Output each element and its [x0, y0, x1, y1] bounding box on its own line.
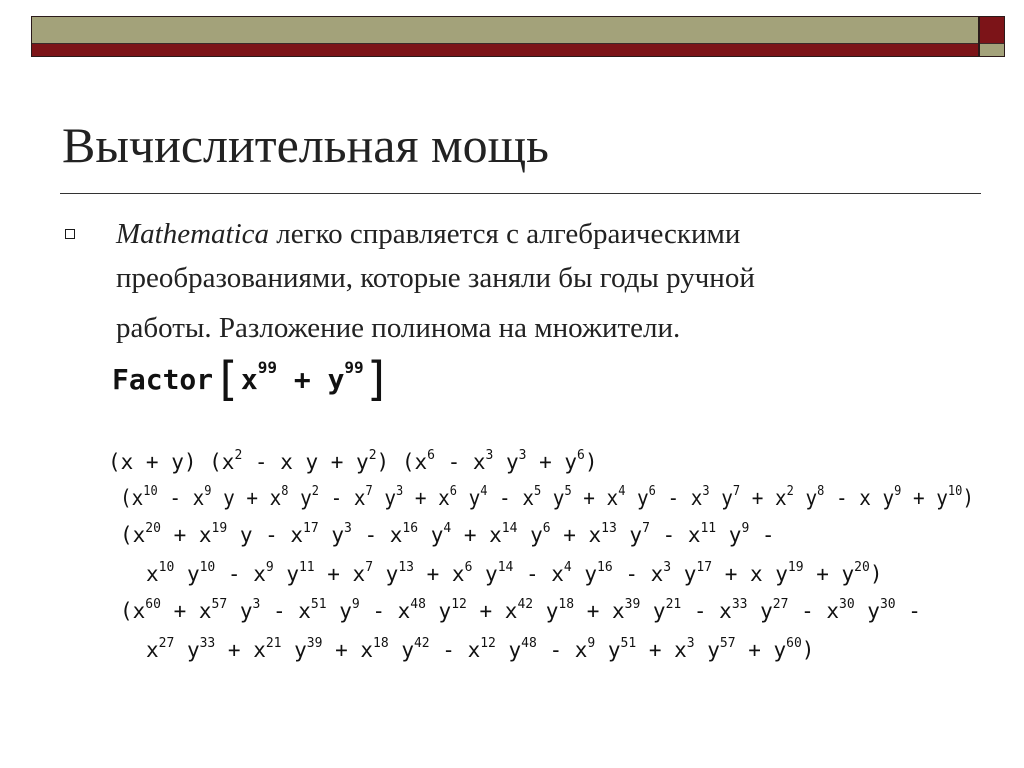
input-function: Factor: [112, 363, 214, 396]
title-underline: [60, 193, 981, 194]
input-base-y: y: [327, 363, 345, 396]
input-exp-x: 99: [257, 358, 277, 377]
output-line-5: ($x^{60} + x^{57}$ $y^3 - x^{51}$ $y^9 - x^{48}$ $y^{12} + x^{42}$ $y^{18} + x^{39}$ $y^{21} - x^{33}$ $y^{27} - x^{30}$ $y^{30}$ -: [120, 597, 921, 623]
slide-title: Вычислительная мощь: [62, 117, 549, 173]
body-line-3: работы. Разложение полинома на множители.: [116, 312, 681, 344]
output-line-4: $x^{10}$ $y^{10} - x^9$ $y^{11} + x^7$ $y^{13} + x^6$ $y^{14} - x^4$ $y^{16} - x^3$ $y^{17} + x$ $y^{19} + y^{20}$): [146, 560, 883, 586]
input-open-bracket: [: [213, 352, 241, 406]
header-maroon-band: [32, 44, 978, 56]
output-line-3: ($x^{20} + x^{19}$ y - $x^{17}$ $y^3 - x^{16}$ $y^4 + x^{14}$ $y^6 + x^{13}$ $y^7 - x^{11}$ $y^9$ -: [120, 521, 775, 547]
header-decor-bar: [31, 16, 979, 57]
header-olive-band: [32, 17, 978, 44]
corner-maroon-band: [980, 17, 1004, 44]
mathematica-input: [112, 352, 391, 406]
output-line-6: $x^{27}$ $y^{33} + x^{21}$ $y^{39} + x^{18}$ $y^{42} - x^{12}$ $y^{48} - x^9$ $y^{51} + x^3$ $y^{57} + y^{60}$): [146, 636, 815, 662]
output-line-1: (x + y) ($x^2$ - x $y + y^2$) ($x^6 - x^3$ $y^3 + y^6$): [108, 448, 598, 474]
input-plus: +: [276, 363, 328, 396]
square-bullet-icon: [65, 229, 75, 239]
header-corner-box: [979, 16, 1005, 57]
body-line-1: [116, 212, 936, 256]
body-line-2: преобразованиями, которые заняли бы годы ручной: [116, 262, 755, 294]
slide-body-text: [116, 212, 936, 350]
body-line-1-rest: легко справляется с алгебраическими: [269, 218, 741, 250]
input-base-x: x: [240, 363, 258, 396]
input-close-bracket: ]: [363, 352, 392, 406]
input-exp-y: 99: [344, 358, 364, 377]
output-line-2: ($x^{10} - x^9$ $y + x^8$ $y^2 - x^7$ $y^3 + x^6$ $y^4 - x^5$ $y^5 + x^4$ $y^6 - x^3$ $y^7 + x^2$ $y^8$ - x $y^9 + y^{10}$): [120, 484, 974, 510]
body-emphasis: Mathematica: [116, 218, 270, 250]
corner-olive-band: [980, 44, 1004, 56]
